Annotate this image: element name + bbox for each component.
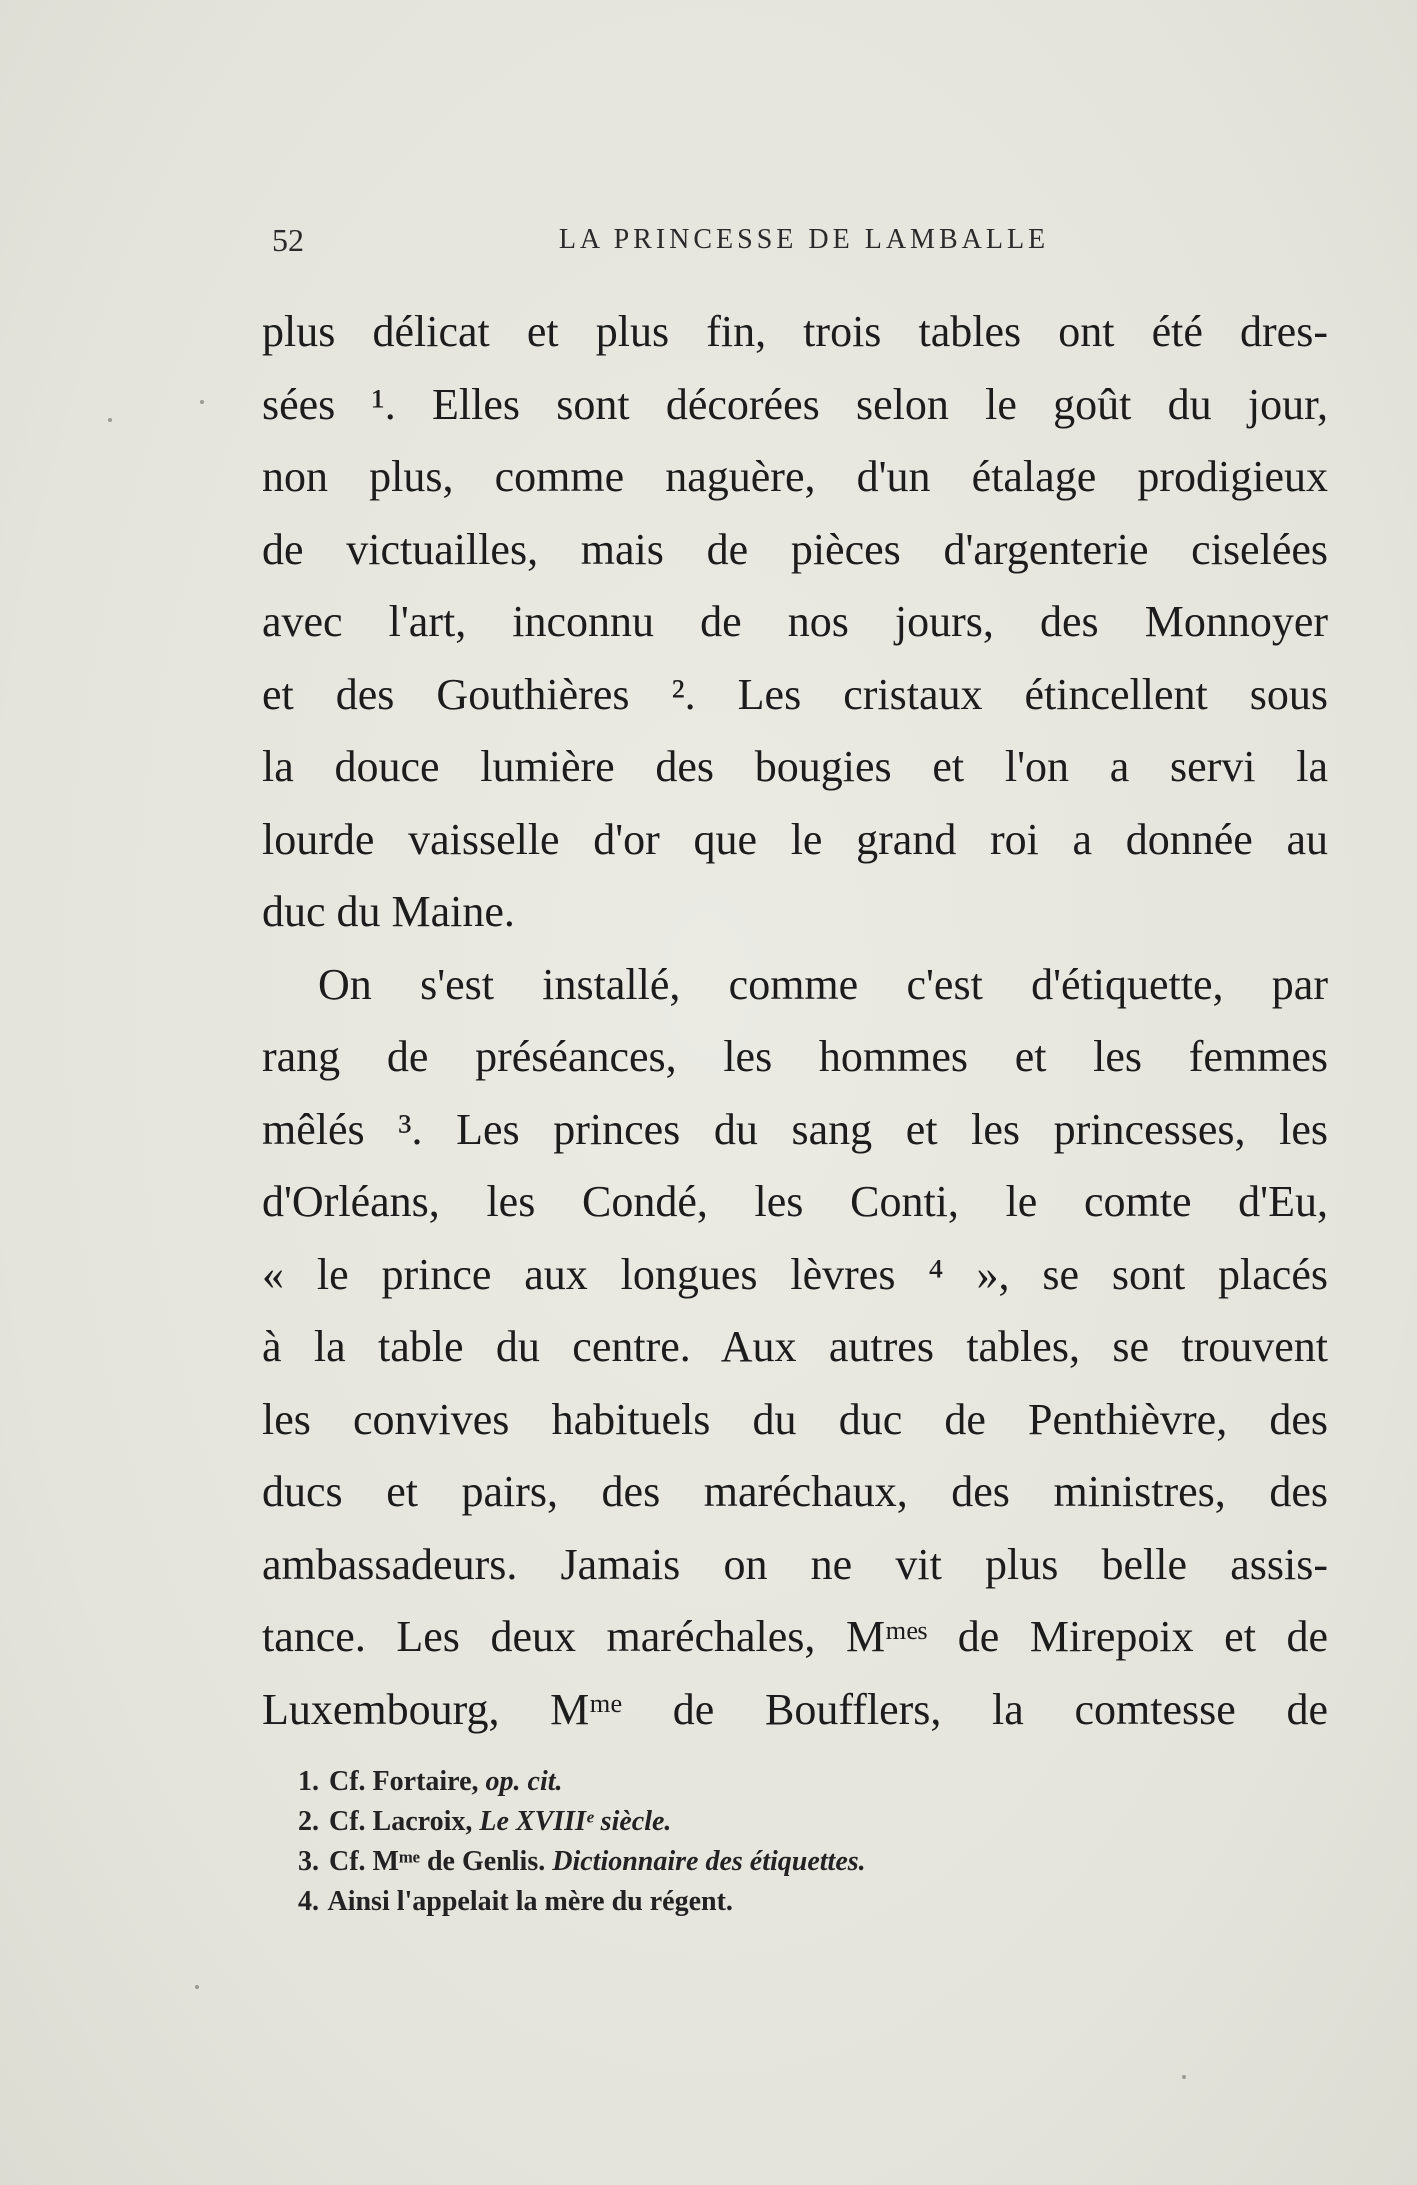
- body-text: [262, 296, 1328, 1746]
- footnote-number: 2.: [298, 1806, 319, 1837]
- page-header: [268, 218, 1320, 264]
- text-line: la douce lumière des bougies et l'on a servi la: [262, 742, 1328, 791]
- paper-speck: [108, 418, 112, 422]
- footnote: [298, 1802, 1198, 1842]
- text-line: tance. Les deux maréchales, Mᵐᵉˢ de Mirepoix et de: [262, 1612, 1328, 1661]
- footnote-number: 4.: [298, 1886, 319, 1917]
- text-line: et des Gouthières ². Les cristaux étincellent sous: [262, 669, 1328, 719]
- footnote: [298, 1762, 1198, 1802]
- footnote-text: Ainsi l'appelait la mère du régent.: [327, 1886, 733, 1917]
- text-line: à la table du centre. Aux autres tables, se trouvent: [262, 1322, 1328, 1371]
- running-title: LA PRINCESSE DE LAMBALLE: [558, 224, 1050, 255]
- paper-speck: [200, 400, 204, 404]
- text-line: d'Orléans, les Condé, les Conti, le comte d'Eu,: [262, 1177, 1328, 1226]
- footnote-text: Cf. Lacroix,: [329, 1806, 480, 1837]
- text-line: lourde vaisselle d'or que le grand roi a donnée au: [262, 814, 1328, 864]
- footnote: [298, 1882, 1198, 1922]
- text-line: non plus, comme naguère, d'un étalage prodigieux: [262, 452, 1328, 501]
- paper-speck: [195, 1985, 199, 1989]
- text-line: ducs et pairs, des maréchaux, des ministres, des: [262, 1467, 1328, 1516]
- footnote-number: 3.: [298, 1846, 319, 1877]
- footnote-number: 1.: [298, 1766, 319, 1797]
- footnote-italic: op. cit.: [485, 1766, 563, 1797]
- footnote-italic: Le XVIIIᵉ siècle.: [479, 1806, 672, 1837]
- footnotes: [298, 1762, 1198, 1922]
- text-line: avec l'art, inconnu de nos jours, des Monnoyer: [262, 597, 1328, 646]
- text-line: de victuailles, mais de pièces d'argenterie ciselées: [262, 524, 1328, 574]
- text-line: mêlés ³. Les princes du sang et les princesses, les: [262, 1104, 1328, 1154]
- text-line: Luxembourg, Mᵐᵉ de Boufflers, la comtesse de: [262, 1684, 1328, 1734]
- paper-speck: [1182, 2075, 1186, 2079]
- text-line: duc du Maine.: [262, 887, 515, 936]
- text-line: plus délicat et plus fin, trois tables ont été dres-: [262, 307, 1328, 356]
- text-line: On s'est installé, comme c'est d'étiquette, par: [318, 959, 1328, 1009]
- text-line: « le prince aux longues lèvres ⁴ », se sont placés: [262, 1249, 1328, 1299]
- text-line: rang de préséances, les hommes et les femmes: [262, 1032, 1328, 1081]
- text-line: ambassadeurs. Jamais on ne vit plus belle assis-: [262, 1539, 1328, 1589]
- footnote-text: Cf. Mᵐᵉ de Genlis.: [329, 1846, 553, 1877]
- footnote-italic: Dictionnaire des étiquettes.: [552, 1846, 866, 1877]
- footnote-text: Cf. Fortaire,: [329, 1766, 486, 1797]
- text-line: sées ¹. Elles sont décorées selon le goût du jour,: [262, 379, 1328, 429]
- footnote: [298, 1842, 1198, 1882]
- page-number: 52: [272, 222, 304, 258]
- text-line: les convives habituels du duc de Penthièvre, des: [262, 1394, 1328, 1444]
